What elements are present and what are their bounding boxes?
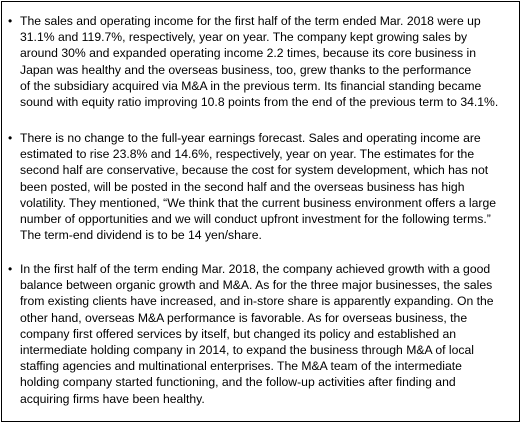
text-line: holding company started functioning, and the follow-up activities after finding and bbox=[20, 375, 456, 390]
text-line: In the first half of the term ending Mar. 2018, the company achieved growth with a good bbox=[20, 262, 491, 276]
bullet-item-full-year-forecast bbox=[8, 130, 514, 243]
text-line: been posted, will be posted in the second half and the overseas business has high bbox=[20, 179, 465, 194]
bullet-paragraph bbox=[8, 261, 514, 407]
text-line: estimated to rise 23.8% and 14.6%, respectively, year on year. The estimates for the bbox=[20, 147, 475, 162]
bullet-paragraph bbox=[8, 13, 514, 110]
text-line: staffing agencies and multinational enterprises. The M&A team of the intermediate bbox=[20, 359, 462, 374]
text-line: acquiring firms have been healthy. bbox=[20, 391, 205, 406]
text-line: There is no change to the full-year earnings forecast. Sales and operating income are bbox=[20, 131, 481, 145]
text-line: Japan was healthy and the overseas business, too, grew thanks to the performance bbox=[20, 62, 472, 77]
text-line: The sales and operating income for the first half of the term ended Mar. 2018 were up bbox=[20, 14, 481, 28]
text-line: sound with equity ratio improving 10.8 points from the end of the previous term to 34.1%. bbox=[20, 95, 499, 110]
text-line: The term-end dividend is to be 14 yen/share. bbox=[20, 228, 262, 243]
text-line: intermediate holding company in 2014, to expand the business through M&A of local bbox=[20, 343, 474, 358]
text-line: balance between organic growth and M&A. As for the three major businesses, the sales bbox=[20, 278, 493, 293]
bullet-paragraph bbox=[8, 130, 514, 243]
text-line: from existing clients have increased, and in-store share is apparently expanding. On the bbox=[20, 294, 494, 309]
bullet-marker: • bbox=[8, 262, 13, 276]
document-frame bbox=[1, 1, 520, 422]
text-line: company first offered services by itself, but changed its policy and established an bbox=[20, 326, 457, 341]
text-line: of the subsidiary acquired via M&A in the previous term. Its financial standing became bbox=[20, 78, 482, 93]
text-line: number of opportunities and we will conduct upfront investment for the following terms.” bbox=[20, 212, 491, 227]
text-line: around 30% and expanded operating income 2.2 times, because its core business in bbox=[20, 46, 476, 61]
text-line: volatility. They mentioned, “We think that the current business environment offers a large bbox=[20, 195, 497, 210]
bullet-item-first-half-results bbox=[8, 13, 514, 110]
bullet-marker: • bbox=[8, 14, 13, 28]
bullet-marker: • bbox=[8, 131, 13, 145]
text-line: other hand, overseas M&A performance is favorable. As for overseas business, the bbox=[20, 310, 468, 325]
bullet-item-growth-and-ma bbox=[8, 261, 514, 407]
text-line: second half are conservative, because the cost for system development, which has not bbox=[20, 163, 489, 178]
text-line: 31.1% and 119.7%, respectively, year on year. The company kept growing sales by bbox=[20, 30, 468, 45]
